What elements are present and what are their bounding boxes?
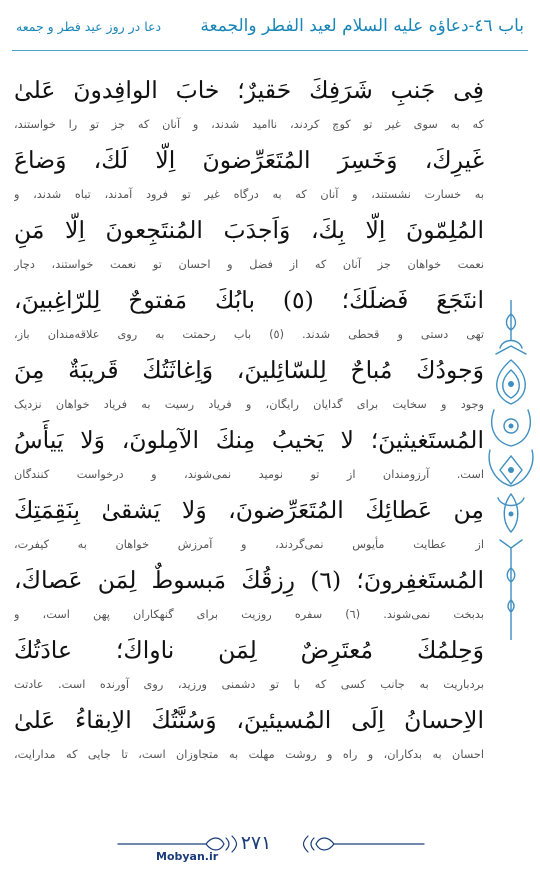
site-name: Mobyan.ir	[156, 850, 219, 863]
persian-translation: احسان به بدکاران، و راه و روشت مهلت به متجاوزان است، تا جایی که مدارایت،	[14, 748, 484, 761]
verse-block	[14, 66, 484, 136]
arabic-line: غَيرِكَ، وَخَسِرَ المُتَعَرِّضونَ اِلّا لَكَ، وَضاعَ	[14, 146, 484, 174]
page-number: ٢٧١	[240, 832, 272, 854]
verse-block	[14, 136, 484, 206]
arabic-line: المُستَغفِرونَ؛ (٦) رِزقُكَ مَبسوطٌ لِمَن عَصاكَ،	[14, 566, 484, 594]
arabic-line: الاِحسانُ اِلَى المُسيئينَ، وَسُنَّتُكَ الاِبقاءُ عَلىٰ	[14, 706, 484, 734]
arabic-line: وَجودُكَ مُباحٌ لِلسّائِلينَ، وَاِغاثَتُكَ قَريبَةٌ مِنَ	[14, 356, 484, 384]
chapter-title: باب ٤٦-دعاؤه عليه السلام لعيد الفطر والجمعة	[200, 16, 524, 36]
verse-block	[14, 626, 484, 696]
persian-translation: تهی دستی و قحطی شدند. (٥) باب رحمتت به روی علاقه‌مندان باز،	[14, 328, 484, 341]
verse-block	[14, 206, 484, 276]
persian-translation: نعمت خواهان جز آنان که از فضل و احسان تو نعمت خواستند، دچار	[14, 258, 484, 271]
verse-block	[14, 346, 484, 416]
verse-block	[14, 556, 484, 626]
chapter-subtitle: دعا در روز عید فطر و جمعه	[16, 19, 162, 34]
arabesque-ornament-icon	[486, 300, 536, 640]
arabic-line: المُستَغيثينَ؛ لا يَخيبُ مِنكَ الآمِلونَ، وَلا يَيأَسُ	[14, 426, 484, 454]
verse-block	[14, 416, 484, 486]
persian-translation: به خسارت نشستند، و آنان که به درگاه غیر تو فرود آمدند، تباه شدند، و	[14, 188, 484, 201]
arabic-line: انتَجَعَ فَضلَكَ؛ (٥) بابُكَ مَفتوحٌ لِلرّاغِبينَ،	[14, 286, 484, 314]
page-footer	[0, 822, 540, 870]
page-header	[12, 10, 528, 51]
persian-translation: بدبخت نمی‌شوند. (٦) سفره روزیت برای گنهکاران پهن است، و	[14, 608, 484, 621]
persian-translation: که به سوی غیر تو کوچ کردند، ناامید شدند، و آنان که جز تو را خواستند،	[14, 118, 484, 131]
text-body	[14, 66, 484, 766]
persian-translation: وجود و سخایت برای گدایان رایگان، و فریاد رسیت به فریاد خواهان نزدیک	[14, 398, 484, 411]
verse-block	[14, 276, 484, 346]
arabic-line: فِى جَنبِ شَرَفِكَ حَقيرٌ؛ خابَ الوافِدونَ عَلىٰ	[14, 76, 484, 104]
persian-translation: بردباریت به جانب کسی که با تو دشمنی ورزید، روی آورنده است. عادتت	[14, 678, 484, 691]
arabic-line: المُلِمّونَ اِلّا بِكَ، وَاَجدَبَ المُنتَجِعونَ اِلّا مَنِ	[14, 216, 484, 244]
arabic-line: وَحِلمُكَ مُعتَرِضٌ لِمَن ناواكَ؛ عادَتُكَ	[14, 636, 484, 664]
verse-block	[14, 486, 484, 556]
verse-block	[14, 696, 484, 766]
arabic-line: مِن عَطائِكَ المُتَعَرِّضونَ، وَلا يَشقىٰ بِنَقِمَتِكَ	[14, 496, 484, 524]
persian-translation: از عطایت مأیوس نمی‌گردند، و آمرزش خواهان به کیفرت،	[14, 538, 484, 551]
persian-translation: است. آرزومندان از تو نومید نمی‌شوند، و درخواست کنندگان	[14, 468, 484, 481]
